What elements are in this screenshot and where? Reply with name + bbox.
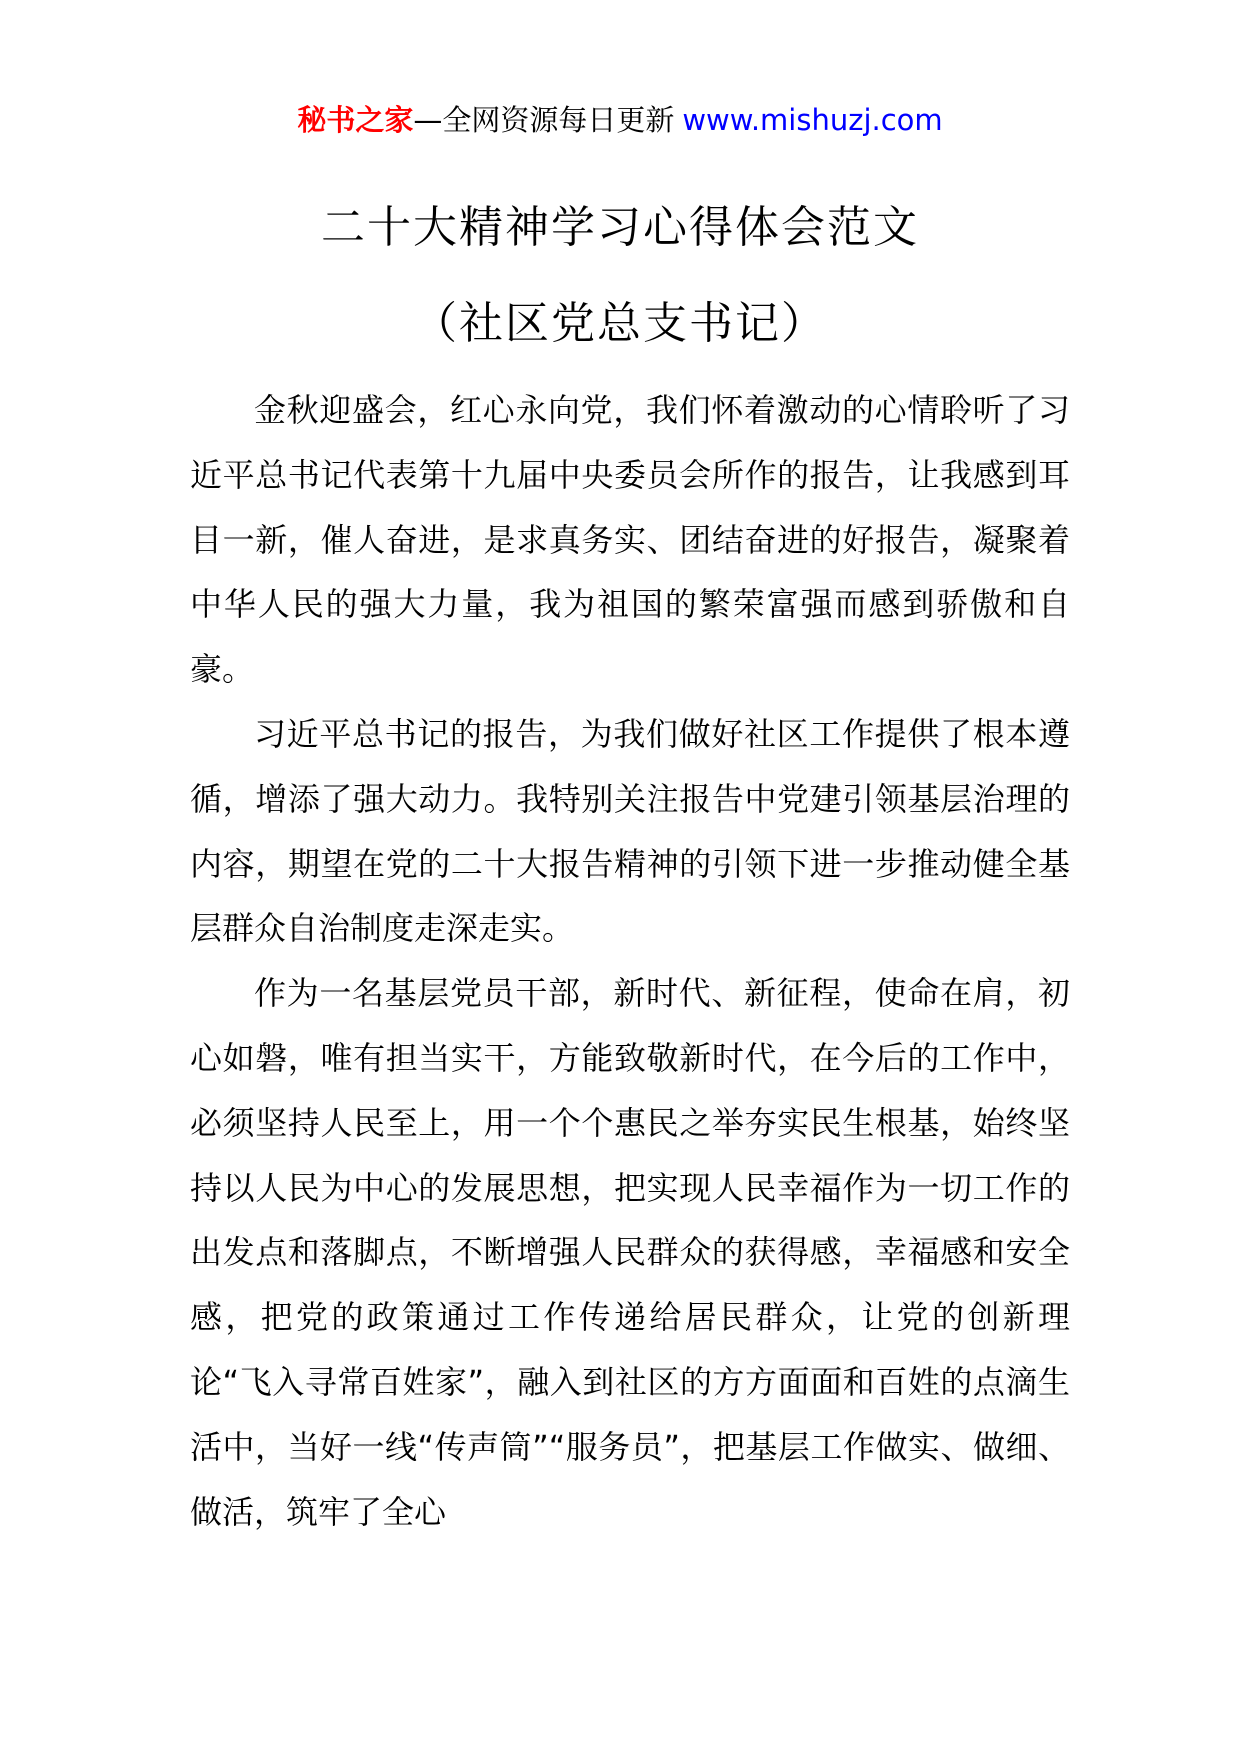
paragraph-3: 作为一名基层党员干部，新时代、新征程，使命在肩，初心如磐，唯有担当实干，方能致敬新时代，在今后的工作中，必须坚持人民至上，用一个个惠民之举夯实民生根基，始终坚持以人民为中心的发展思想，把实现人民幸福作为一切工作的出发点和落脚点，不断增强人民群众的获得感，幸福感和安全感，把党的政策通过工作传递给居民群众，让党的创新理论“飞入寻常百姓家”，融入到社区的方方面面和百姓的点滴生活中，当好一线“传声筒”“服务员”，把基层工作做实、做细、做活，筑牢了全心 xyxy=(190,974,1070,1531)
header-slogan: —全网资源每日更新 xyxy=(413,103,675,137)
paragraph-2: 习近平总书记的报告，为我们做好社区工作提供了根本遵循，增添了强大动力。我特别关注报告中党建引领基层治理的内容，期望在党的二十大报告精神的引领下进一步推动健全基层群众自治制度走深走实。 xyxy=(190,714,1070,948)
document-subtitle: （社区党总支书记） xyxy=(413,298,827,349)
document-body xyxy=(190,378,1070,1544)
document-title: 二十大精神学习心得体会范文 xyxy=(321,202,919,253)
paragraph-1: 金秋迎盛会，红心永向党，我们怀着激动的心情聆听了习近平总书记代表第十九届中央委员会所作的报告，让我感到耳目一新，催人奋进，是求真务实、团结奋进的好报告，凝聚着中华人民的强大力量，我为祖国的繁荣富强而感到骄傲和自豪。 xyxy=(190,391,1070,689)
brand-name: 秘书之家 xyxy=(297,103,414,137)
site-header xyxy=(0,100,1240,140)
site-url-link[interactable]: www.mishuzj.com xyxy=(682,103,943,137)
